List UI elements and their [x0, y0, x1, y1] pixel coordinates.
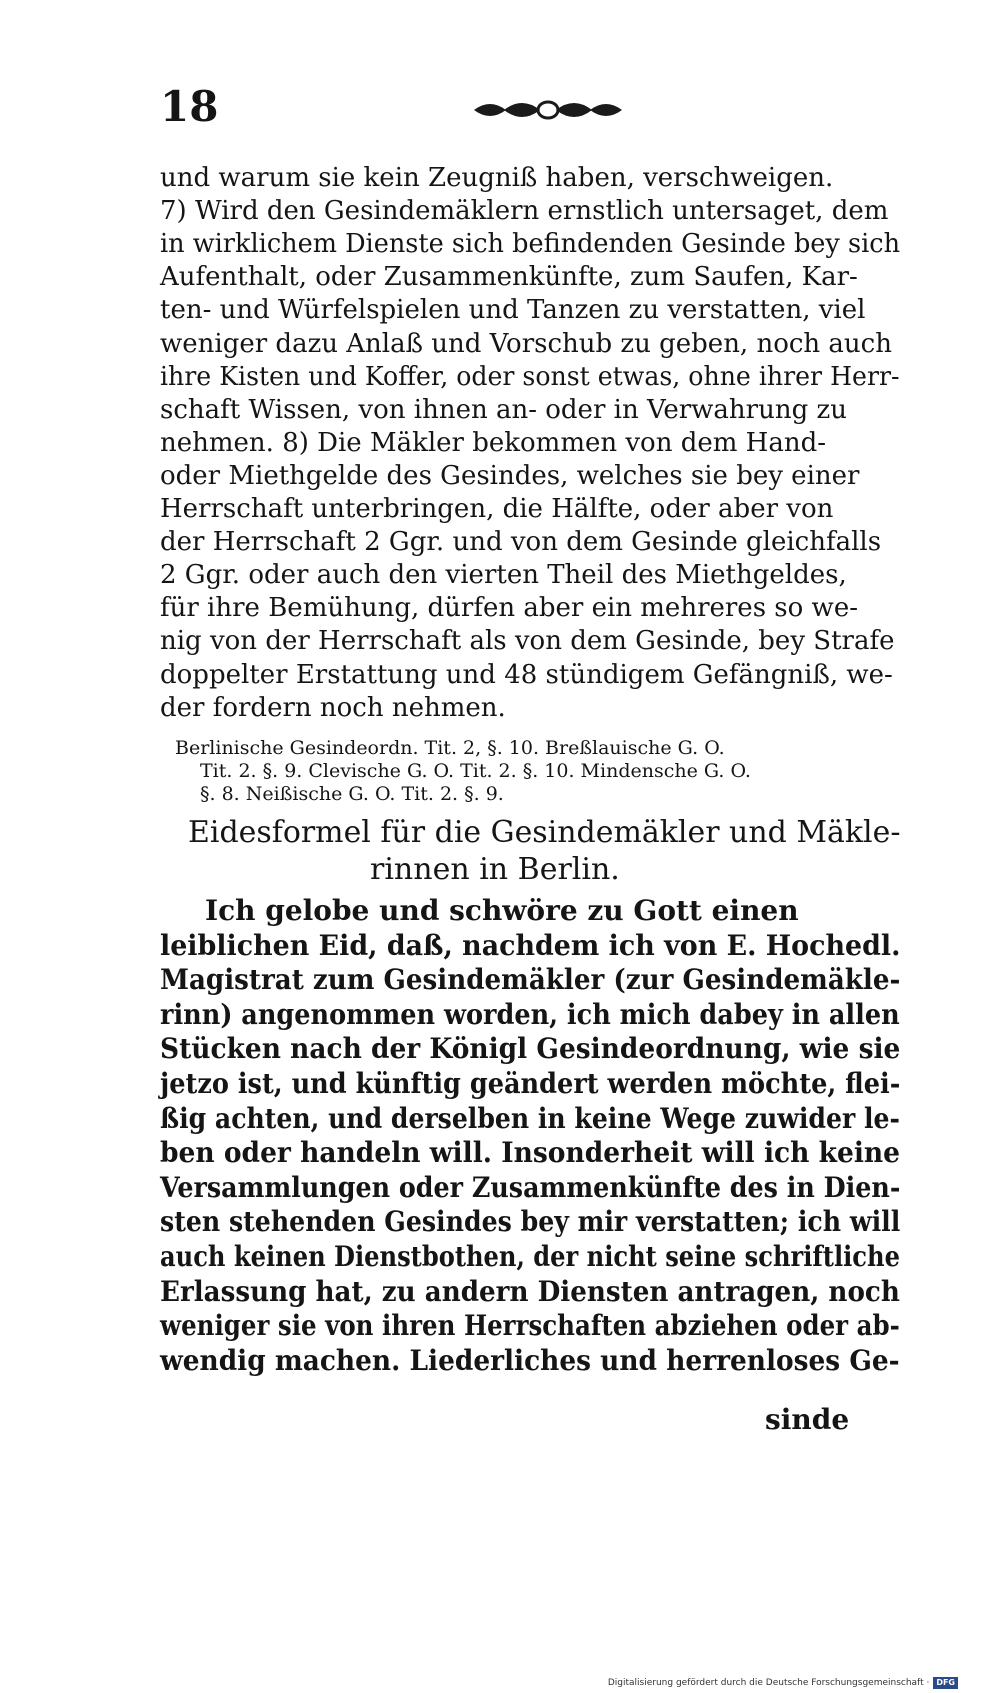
- oath-line: Versammlungen oder Zusammenkünfte des in Dien-: [160, 1170, 901, 1204]
- note-line: Tit. 2. §. 9. Clevische G. O. Tit. 2. §. 10. Mindensche G. O.: [200, 760, 751, 782]
- paragraph-line: doppelter Erstattung und 48 stündigem Gefängniß, we-: [160, 659, 893, 690]
- paragraph-line: weniger dazu Anlaß und Vorschub zu geben, noch auch: [160, 328, 892, 359]
- oath-line: Erlassung hat, zu andern Diensten antragen, noch: [160, 1274, 900, 1308]
- oath-line: auch keinen Dienstbothen, der nicht seine schriftliche: [160, 1240, 900, 1273]
- paragraph-line: 2 Ggr. oder auch den vierten Theil des Miethgeldes,: [160, 560, 847, 591]
- paragraph-line: oder Miethgelde des Gesindes, welches sie bey einer: [160, 460, 860, 491]
- paragraph-line: Aufenthalt, oder Zusammenkünfte, zum Saufen, Kar-: [160, 262, 858, 293]
- oath-line: leiblichen Eid, daß, nachdem ich von E. Hochedl.: [160, 928, 901, 962]
- ornament-icon: [470, 92, 625, 128]
- paragraph-line: ihre Kisten und Koffer, oder sonst etwas, ohne ihrer Herr-: [160, 361, 900, 392]
- oath-line: jetzo ist, und künftig geändert werden möchte, flei-: [160, 1067, 901, 1100]
- oath-line: wendig machen. Liederliches und herrenloses Ge-: [160, 1343, 900, 1377]
- catchword: sinde: [765, 1403, 850, 1436]
- paragraph-line: für ihre Bemühung, dürfen aber ein mehreres so we-: [160, 593, 858, 624]
- paragraph-line: der Herrschaft 2 Ggr. und von dem Gesinde gleichfalls: [160, 527, 882, 558]
- oath-line: rinn) angenommen worden, ich mich dabey in allen: [160, 997, 900, 1031]
- paragraph-line: nehmen. 8) Die Mäkler bekommen von dem Hand-: [160, 427, 827, 458]
- oath-line: Magistrat zum Gesindemäkler (zur Gesindemäkle-: [160, 963, 901, 997]
- oath-line: weniger sie von ihren Herrschaften abziehen oder ab-: [160, 1309, 900, 1343]
- paragraph-line: und warum sie kein Zeugniß haben, verschweigen.: [160, 163, 834, 193]
- paragraph-line: nig von der Herrschaft als von dem Gesinde, bey Strafe: [160, 626, 895, 657]
- heading-line: Eidesformel für die Gesindemäkler und Mäkle-: [188, 815, 901, 850]
- paragraph-line: ten- und Würfelspielen und Tanzen zu verstatten, viel: [160, 295, 866, 326]
- heading-line: rinnen in Berlin.: [370, 852, 620, 887]
- oath-line: ben oder handeln will. Insonderheit will ich keine: [160, 1136, 901, 1170]
- paragraph-line: schaft Wissen, von ihnen an- oder in Verwahrung zu: [160, 394, 847, 425]
- dfg-logo: DFG: [933, 1677, 958, 1689]
- footer-credit-text: Digitalisierung gefördert durch die Deutsche Forschungsgemeinschaft ·: [607, 1678, 930, 1689]
- paragraph-line: in wirklichem Dienste sich befindenden Gesinde bey sich: [160, 229, 901, 260]
- paragraph-line: 7) Wird den Gesindemäklern ernstlich untersaget, dem: [160, 196, 889, 227]
- footer-credit: [608, 1677, 958, 1689]
- paragraph-line: der fordern noch nehmen.: [160, 692, 506, 723]
- page-number: 18: [160, 82, 219, 131]
- oath-line: ßig achten, und derselben in keine Wege zuwider le-: [160, 1101, 900, 1135]
- oath-line: Ich gelobe und schwöre zu Gott einen: [205, 894, 799, 927]
- paragraph-line: Herrschaft unterbringen, die Hälfte, oder aber von: [160, 494, 834, 524]
- oath-line: Stücken nach der Königl Gesindeordnung, wie sie: [160, 1032, 901, 1066]
- note-line: Berlinische Gesindeordn. Tit. 2, §. 10. Breßlauische G. O.: [175, 737, 725, 759]
- oath-line: sten stehenden Gesindes bey mir verstatten; ich will: [160, 1205, 901, 1239]
- note-line: §. 8. Neißische G. O. Tit. 2. §. 9.: [200, 783, 504, 805]
